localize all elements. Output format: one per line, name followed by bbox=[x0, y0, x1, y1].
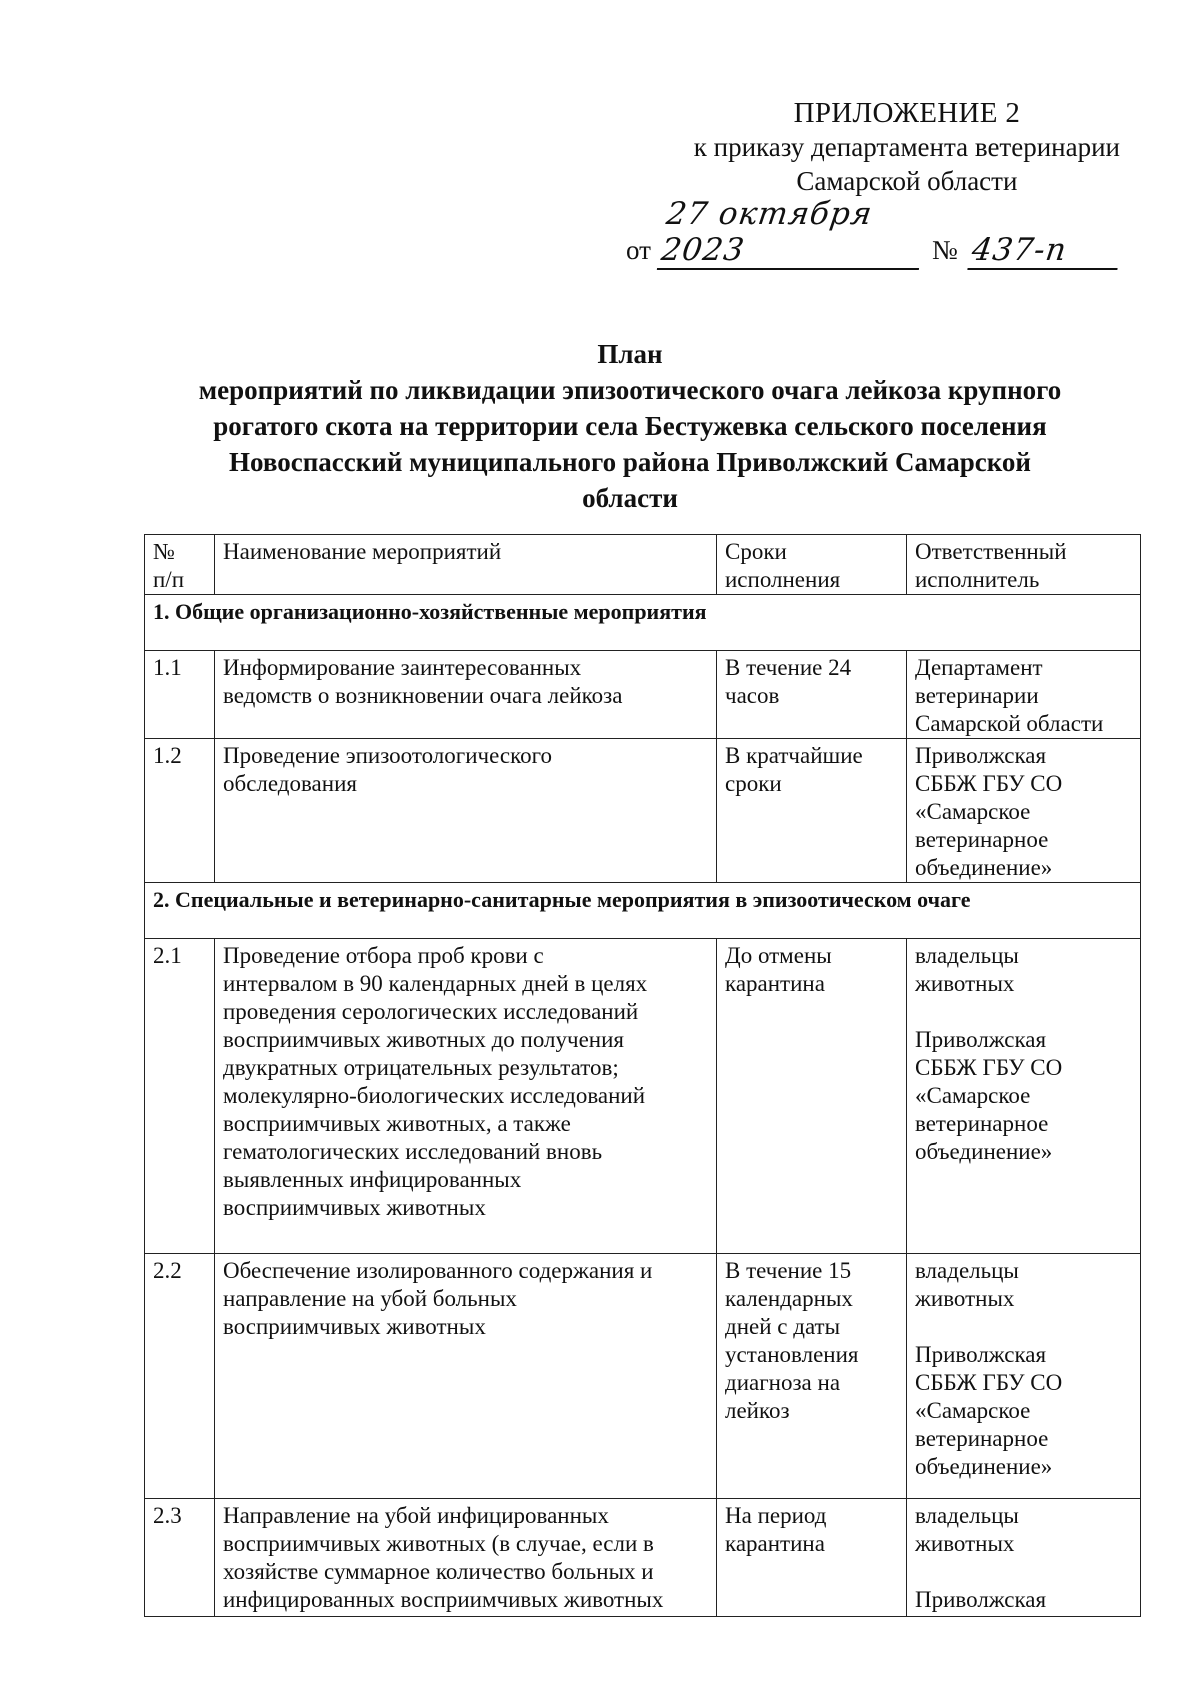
responsible-station: Приволжская СББЖ ГБУ СО «Самарское ветеринарное объединение» bbox=[915, 1027, 1063, 1164]
appendix-title: ПРИЛОЖЕНИЕ 2 bbox=[793, 97, 1021, 129]
table-header-row bbox=[145, 535, 1141, 595]
section-2-row bbox=[145, 883, 1141, 939]
responsible-station: Приволжская СББЖ ГБУ СО «Самарское ветеринарное объединение» bbox=[915, 1342, 1063, 1479]
row-responsible bbox=[907, 1254, 1141, 1499]
row-num: 2.1 bbox=[145, 939, 215, 1254]
row-responsible bbox=[907, 939, 1141, 1254]
appendix-region: Самарской области bbox=[796, 166, 1018, 196]
plan-title-line-5: области bbox=[582, 483, 678, 513]
plan-title-line-4: Новоспасский муниципального района Приволжский Самарской bbox=[229, 447, 1031, 477]
row-num: 2.3 bbox=[145, 1499, 215, 1617]
plan-title-line-2: мероприятий по ликвидации эпизоотического очага лейкоза крупного bbox=[198, 375, 1062, 405]
header-num: № п/п bbox=[145, 535, 215, 595]
row-name: Направление на убой инфицированных восприимчивых животных (в случае, если в хозяйстве суммарное количество больных и инфицированных восприимчивых животных bbox=[215, 1499, 717, 1617]
plan-title-line-1: План bbox=[597, 339, 663, 369]
table-row bbox=[145, 739, 1141, 883]
row-terms: В течение 15 календарных дней с даты установления диагноза на лейкоз bbox=[717, 1254, 907, 1499]
section-1-row bbox=[145, 595, 1141, 651]
appendix-header bbox=[694, 96, 1120, 198]
row-responsible bbox=[907, 1499, 1141, 1617]
table-row bbox=[145, 939, 1141, 1254]
order-number-label: № bbox=[932, 235, 958, 265]
section-2-title: 2. Специальные и ветеринарно-санитарные мероприятия в эпизоотическом очаге bbox=[145, 883, 1141, 939]
responsible-owners: владельцы животных bbox=[915, 1258, 1019, 1311]
row-terms: В кратчайшие сроки bbox=[717, 739, 907, 883]
table-row bbox=[145, 1499, 1141, 1617]
order-date-number bbox=[626, 196, 1146, 272]
order-date-handwritten: 27 октября 2023 bbox=[657, 196, 929, 270]
header-name: Наименование мероприятий bbox=[215, 535, 717, 595]
row-terms: На период карантина bbox=[717, 1499, 907, 1617]
row-terms: В течение 24 часов bbox=[717, 651, 907, 739]
row-name: Проведение отбора проб крови с интервалом в 90 календарных дней в целях проведения серологических исследований восприимчивых животных до получения двукратных отрицательных результатов; молекулярно-биологических исследований восприимчивых животных, а также гематологических исследований вновь выявленных инфицированных восприимчивых животных bbox=[215, 939, 717, 1254]
row-num: 1.1 bbox=[145, 651, 215, 739]
header-responsible: Ответственный исполнитель bbox=[907, 535, 1141, 595]
order-from-label: от bbox=[626, 235, 651, 265]
order-number-handwritten: 437-п bbox=[967, 232, 1122, 270]
plan-title bbox=[130, 336, 1130, 516]
plan-table bbox=[144, 534, 1141, 1617]
header-terms: Сроки исполнения bbox=[717, 535, 907, 595]
row-terms: До отмены карантина bbox=[717, 939, 907, 1254]
responsible-owners: владельцы животных bbox=[915, 943, 1019, 996]
responsible-owners: владельцы животных bbox=[915, 1503, 1019, 1556]
section-1-title: 1. Общие организационно-хозяйственные мероприятия bbox=[145, 595, 1141, 651]
row-num: 2.2 bbox=[145, 1254, 215, 1499]
table-row bbox=[145, 1254, 1141, 1499]
row-name: Проведение эпизоотологического обследования bbox=[215, 739, 717, 883]
plan-title-line-3: рогатого скота на территории села Бестужевка сельского поселения bbox=[213, 411, 1047, 441]
row-name: Информирование заинтересованных ведомств о возникновении очага лейкоза bbox=[215, 651, 717, 739]
row-num: 1.2 bbox=[145, 739, 215, 883]
appendix-order-ref: к приказу департамента ветеринарии bbox=[693, 132, 1120, 162]
responsible-station: Приволжская bbox=[915, 1587, 1047, 1612]
table-row bbox=[145, 651, 1141, 739]
row-responsible: Приволжская СББЖ ГБУ СО «Самарское ветеринарное объединение» bbox=[907, 739, 1141, 883]
row-name: Обеспечение изолированного содержания и направление на убой больных восприимчивых животных bbox=[215, 1254, 717, 1499]
row-responsible: Департамент ветеринарии Самарской области bbox=[907, 651, 1141, 739]
